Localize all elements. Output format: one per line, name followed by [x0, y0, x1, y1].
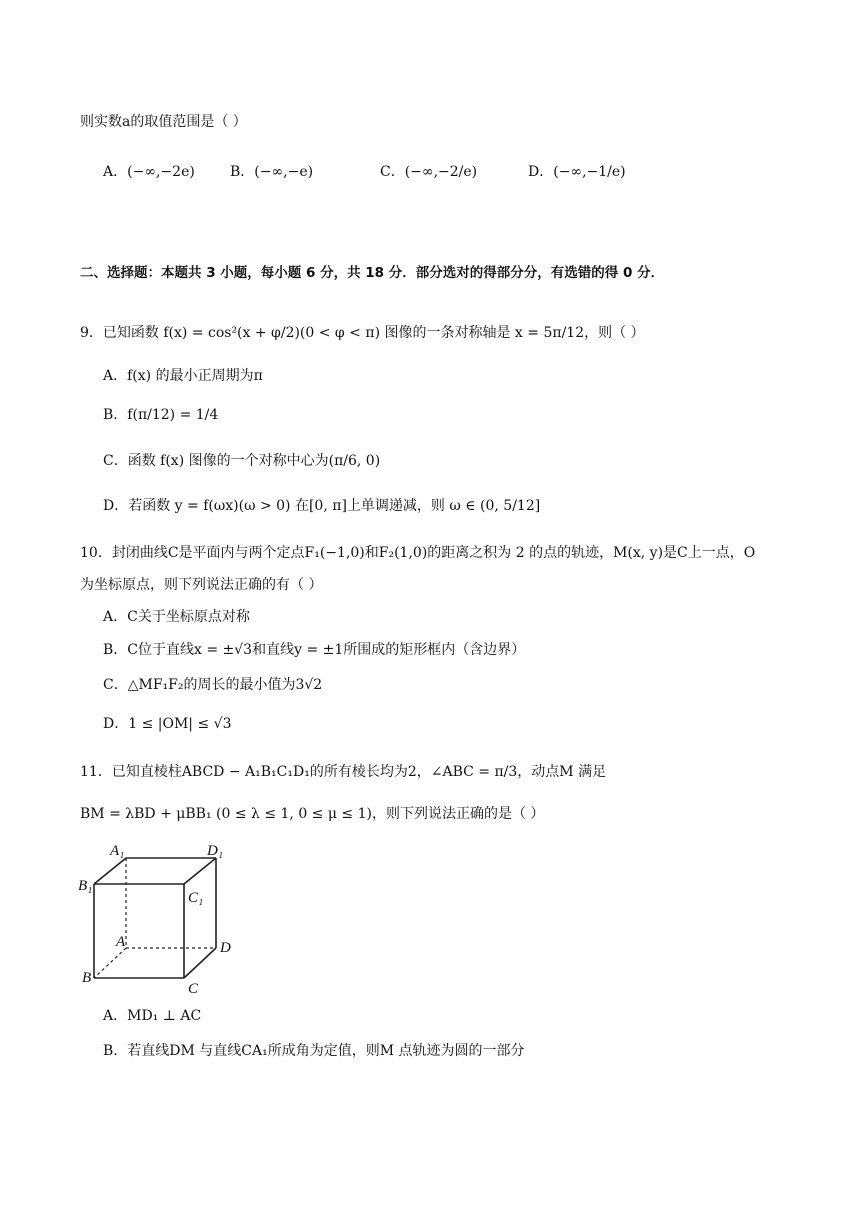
q8-stem: 则实数a的取值范围是（ ）: [80, 114, 247, 130]
q11-stem-line1: 11．已知直棱柱ABCD − A₁B₁C₁D₁的所有棱长均为2，∠ABC = π/3，动点M 满足: [80, 764, 607, 780]
q10-option-b: [103, 640, 525, 660]
q10-option-c-text: △MF₁F₂的周长的最小值为3√2: [127, 677, 323, 693]
q8-option-c-value: (−∞,−2/e): [404, 164, 478, 180]
q8-option-d: [528, 162, 626, 182]
q10-option-c: [103, 675, 322, 695]
prism-figure: [70, 840, 250, 1000]
q8-option-d-label: D．: [528, 164, 554, 180]
q8-option-a: [103, 162, 195, 182]
label-b1: B₁: [78, 878, 93, 894]
q8-option-a-value: (−∞,−2e): [127, 164, 195, 180]
q10-option-b-text: C位于直线x = ±√3和直线y = ±1所围成的矩形框内（含边界）: [127, 642, 526, 658]
section-heading: 二、选择题：本题共 3 小题，每小题 6 分，共 18 分．部分选对的得部分分，有选错的得 0 分．: [80, 265, 665, 281]
q11-option-a-text: MD₁ ⊥ AC: [127, 1008, 202, 1024]
q8-option-b-label: B．: [230, 164, 255, 180]
q11-option-a-label: A．: [103, 1008, 128, 1024]
label-b: B: [82, 970, 92, 986]
label-d1: D₁: [207, 843, 224, 859]
q10-option-a-label: A．: [103, 609, 128, 625]
q9-option-a-text: f(x) 的最小正周期为π: [127, 368, 263, 384]
q9-option-c-label: C．: [103, 453, 128, 469]
label-c1: C₁: [188, 890, 204, 906]
q10-stem-line1: 10．封闭曲线C是平面内与两个定点F₁(−1,0)和F₂(1,0)的距离之积为 2 的点的轨迹，M(x, y)是C上一点，O: [80, 545, 756, 561]
q10-stem-line2: 为坐标原点，则下列说法正确的有（ ）: [80, 577, 323, 593]
q10-option-a-text: C关于坐标原点对称: [127, 609, 250, 625]
label-a1: A₁: [110, 843, 125, 859]
q9-option-a-label: A．: [103, 368, 128, 384]
edge-d1-c1: [184, 858, 216, 884]
q8-option-c-label: C．: [380, 164, 405, 180]
q8-option-a-label: A．: [103, 164, 128, 180]
edge-a-b-hidden: [94, 948, 126, 978]
q8-option-d-value: (−∞,−1/e): [553, 164, 626, 180]
q8-option-b: [230, 162, 313, 182]
q11-option-b-text: 若直线DM 与直线CA₁所成角为定值，则M 点轨迹为圆的一部分: [127, 1043, 525, 1059]
q9-option-c: [103, 451, 380, 471]
q10-option-a: [103, 607, 250, 627]
q9-stem: 9．已知函数 f(x) = cos²(x + φ/2)(0 < φ < π) 图像的一条对称轴是 x = 5π/12，则（ ）: [80, 325, 645, 341]
q9-option-d-text: 若函数 y = f(ωx)(ω > 0) 在[0, π]上单调递减，则 ω ∈ (0, 5/12]: [128, 498, 541, 514]
q9-option-b-text: f(π/12) = 1/4: [127, 407, 219, 423]
q11-option-b-label: B．: [103, 1043, 128, 1059]
q9-option-b: [103, 405, 218, 425]
q8-option-c: [380, 162, 477, 182]
edge-c-d: [184, 948, 216, 978]
q9-option-a: [103, 366, 263, 386]
edge-b1-a1: [94, 858, 126, 884]
q10-option-d-label: D．: [103, 716, 129, 732]
q10-option-d-text: 1 ≤ |OM| ≤ √3: [128, 716, 232, 732]
q8-option-b-value: (−∞,−e): [254, 164, 314, 180]
q10-option-c-label: C．: [103, 677, 128, 693]
label-a: A: [116, 934, 126, 950]
q9-option-d: [103, 496, 540, 516]
q11-stem-line2: BM = λBD + μBB₁ (0 ≤ λ ≤ 1, 0 ≤ μ ≤ 1)，则下列说法正确的是（ ）: [80, 806, 545, 822]
label-c: C: [188, 981, 199, 997]
q11-option-b: [103, 1041, 525, 1061]
label-d: D: [220, 940, 231, 956]
q11-option-a: [103, 1006, 201, 1026]
q9-option-c-text: 函数 f(x) 图像的一个对称中心为(π/6, 0): [127, 453, 381, 469]
q10-option-b-label: B．: [103, 642, 128, 658]
q9-option-d-label: D．: [103, 498, 129, 514]
q10-option-d: [103, 714, 231, 734]
q9-option-b-label: B．: [103, 407, 128, 423]
